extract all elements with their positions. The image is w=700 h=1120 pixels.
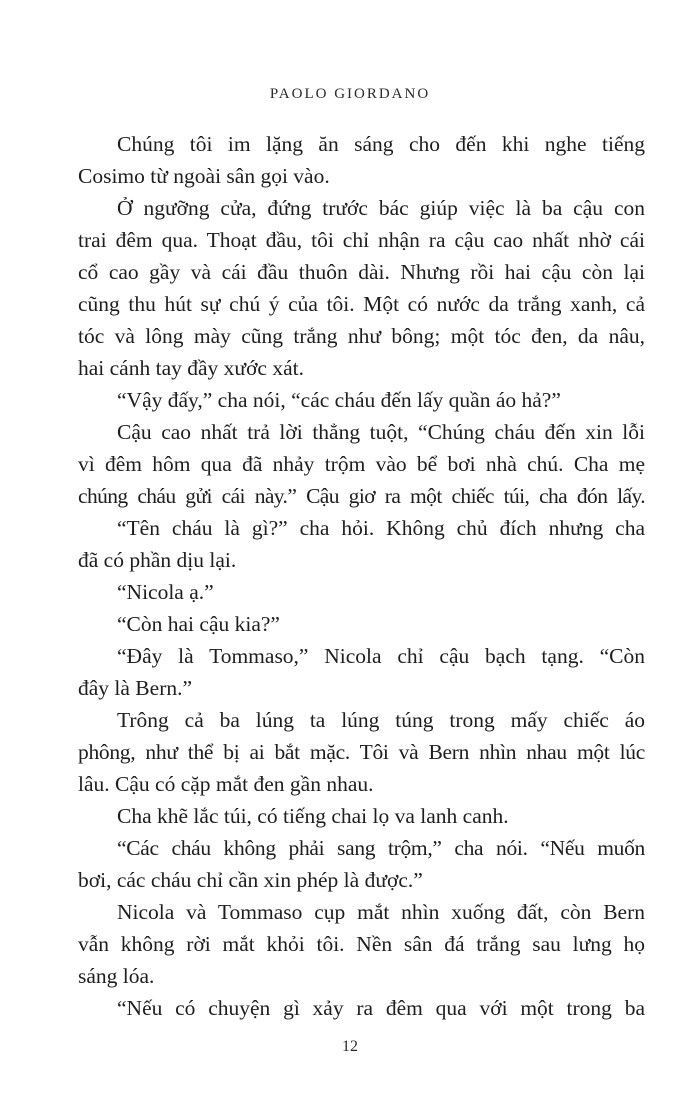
text-line: Ở ngưỡng cửa, đứng trước bác giúp việc là ba cậu con <box>117 196 645 220</box>
text-line: cổ cao gầy và cái đầu thuôn dài. Nhưng rồi hai cậu còn lại <box>78 260 645 284</box>
text-line: Chúng tôi im lặng ăn sáng cho đến khi nghe tiếng <box>117 132 645 156</box>
text-line: vì đêm hôm qua đã nhảy trộm vào bể bơi nhà chú. Cha mẹ <box>78 452 645 476</box>
body-text <box>78 128 645 1024</box>
text-line: “Các cháu không phải sang trộm,” cha nói. “Nếu muốn <box>117 836 645 860</box>
text-line: chúng cháu gửi cái này.” Cậu giơ ra một chiếc túi, cha đón lấy. <box>78 484 645 508</box>
text-line: đây là Bern.” <box>78 676 193 700</box>
text-line: Nicola và Tommaso cụp mắt nhìn xuống đất, còn Bern <box>117 900 645 924</box>
text-line: Cậu cao nhất trả lời thẳng tuột, “Chúng cháu đến xin lỗi <box>117 420 645 444</box>
text-line: “Đây là Tommaso,” Nicola chỉ cậu bạch tạng. “Còn <box>117 644 645 668</box>
text-line: Trông cả ba lúng ta lúng túng trong mấy chiếc áo <box>117 708 645 732</box>
text-line: trai đêm qua. Thoạt đầu, tôi chỉ nhận ra cậu cao nhất nhờ cái <box>78 228 645 252</box>
text-line: hai cánh tay đầy xước xát. <box>78 356 304 380</box>
text-line: cũng thu hút sự chú ý của tôi. Một có nước da trắng xanh, cả <box>78 292 645 316</box>
text-line: “Còn hai cậu kia?” <box>117 612 280 636</box>
text-line: “Vậy đấy,” cha nói, “các cháu đến lấy quần áo hả?” <box>117 388 561 412</box>
text-line: lâu. Cậu có cặp mắt đen gần nhau. <box>78 772 374 796</box>
text-line: Cha khẽ lắc túi, có tiếng chai lọ va lanh canh. <box>117 804 509 828</box>
text-line: bơi, các cháu chỉ cần xin phép là được.” <box>78 868 423 892</box>
text-line: đã có phần dịu lại. <box>78 548 237 572</box>
text-line: phông, như thể bị ai bắt mặc. Tôi và Bern nhìn nhau một lúc <box>78 740 645 764</box>
running-header: PAOLO GIORDANO <box>269 86 431 102</box>
text-line: tóc và lông mày cũng trắng như bông; một tóc đen, da nâu, <box>78 324 645 348</box>
text-line: “Tên cháu là gì?” cha hỏi. Không chủ đích nhưng cha <box>117 516 645 540</box>
text-line: “Nicola ạ.” <box>117 580 214 604</box>
page-number: 12 <box>342 1038 358 1055</box>
text-line: Cosimo từ ngoài sân gọi vào. <box>78 164 330 188</box>
text-line: sáng lóa. <box>78 964 155 988</box>
text-line: “Nếu có chuyện gì xảy ra đêm qua với một trong ba <box>117 996 645 1020</box>
text-line: vẫn không rời mắt khỏi tôi. Nền sân đá trắng sau lưng họ <box>78 932 645 956</box>
